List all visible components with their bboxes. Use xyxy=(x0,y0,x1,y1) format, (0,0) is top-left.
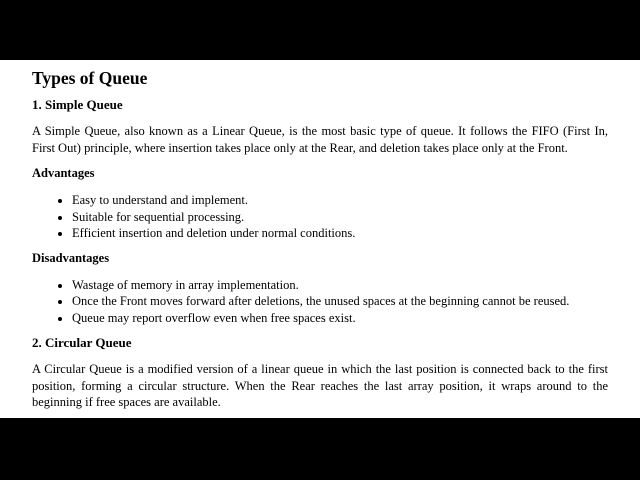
list-item: • Suitable for sequential processing. xyxy=(72,209,608,226)
simple-queue-disadvantages-list xyxy=(32,277,608,327)
document-page xyxy=(0,60,640,418)
circular-queue-description: A Circular Queue is a modified version of a linear queue in which the last position is connected back to the first position, forming a circular structure. When the Rear reaches the last array position, it wraps around to the beginning if free spaces are available. xyxy=(32,362,608,409)
simple-queue-description: A Simple Queue, also known as a Linear Queue, is the most basic type of queue. It follows the FIFO (First In, First Out) principle, where insertion takes place only at the Rear, and deletion takes place only at the Front. xyxy=(32,124,608,155)
page-title: Types of Queue xyxy=(32,68,148,88)
list-item: • Queue may report overflow even when free spaces exist. xyxy=(72,310,608,327)
simple-queue-advantages-list xyxy=(32,192,608,242)
list-item: • Wastage of memory in array implementation. xyxy=(72,277,608,294)
section-heading-simple-queue: 1. Simple Queue xyxy=(32,97,123,112)
document-content xyxy=(32,68,608,436)
list-item: • Once the Front moves forward after deletions, the unused spaces at the beginning cannot be reused. xyxy=(72,293,608,310)
section-heading-circular-queue: 2. Circular Queue xyxy=(32,335,132,350)
list-item: • Efficient insertion and deletion under normal conditions. xyxy=(72,225,608,242)
simple-queue-advantages-heading: Advantages xyxy=(32,166,95,180)
letterbox-top xyxy=(0,0,640,60)
list-item: • Easy to understand and implement. xyxy=(72,192,608,209)
letterbox-bottom xyxy=(0,418,640,480)
simple-queue-disadvantages-heading: Disadvantages xyxy=(32,250,110,265)
